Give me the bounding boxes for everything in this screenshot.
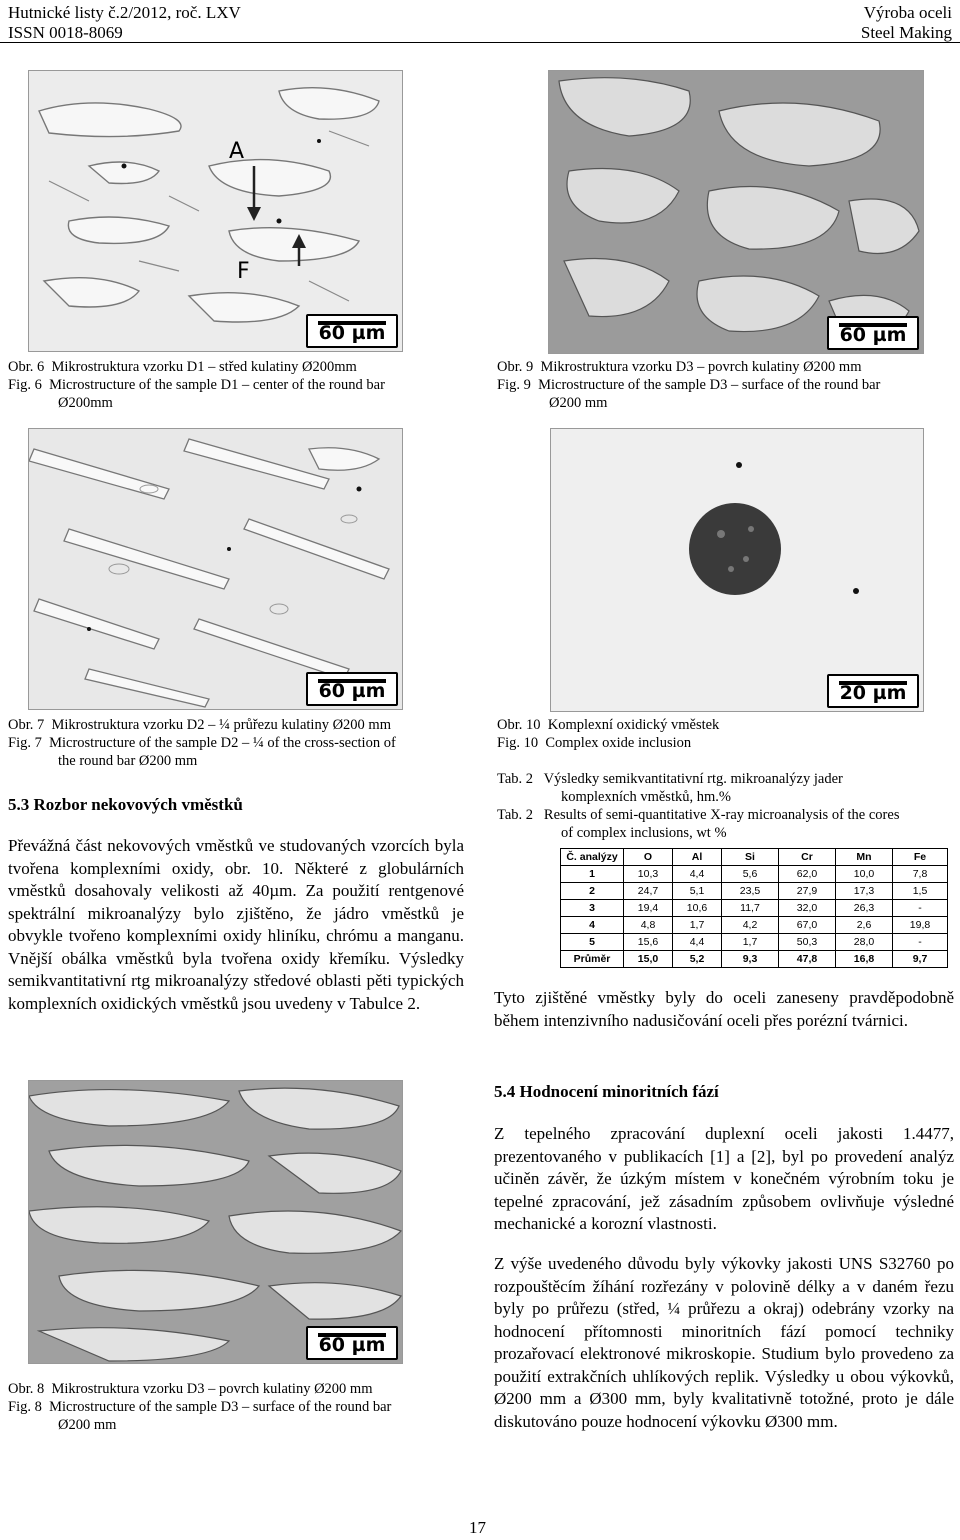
section-5-3-paragraph: Převážná část nekovových vměstků ve studovaných vzorcích byla tvořena komplexními oxidy, obr. 10. Některé z globulárních vměstků dosahovaly velikosti až 40µm. Za použití rentgenové spektrální mikroanalýzy bylo zjištěno, že jádro vměstků je obvykle tvořeno komplexními oxidy hliníku, chrómu a manganu. Vnější obálka vměstků byla tvořena oxidy křemíku. Výsledky semikvantitativní rtg mikroanalýzy středové oblasti pěti typických komplexních oxidických vměstků jsou uvedeny v Tabulce 2. bbox=[8, 836, 464, 1013]
col-header: Al bbox=[673, 849, 722, 866]
table-row: 4 4,8 1,7 4,2 67,0 2,6 19,8 bbox=[561, 917, 948, 934]
col-header: Fe bbox=[893, 849, 948, 866]
table-row: 5 15,6 4,4 1,7 50,3 28,0 - bbox=[561, 934, 948, 951]
figure-10-caption: Obr. 10 Komplexní oxidický vměstek Fig. 10 Complex oxide inclusion bbox=[497, 717, 720, 751]
scale-bar-fig8: 60 µm bbox=[306, 1326, 398, 1360]
figure-6-caption: Obr. 6 Mikrostruktura vzorku D1 – střed kulatiny Ø200mm Fig. 6 Microstructure of the sample D1 – center of the round bar Ø200mm bbox=[8, 359, 385, 411]
scale-bar-fig7: 60 µm bbox=[306, 672, 398, 706]
section-title-cz: Výroba oceli bbox=[863, 3, 952, 22]
section-5-4-paragraph-1: Z tepelného zpracování duplexní oceli jakosti 1.4477, prezentovaného v publikacích [1] a [2], byl po provedení analýz učiněn závěr, že úzkým místem v konečném výrobním toku je tepelné zpracování, jež zásadním způsobem ovlivňuje výsledné mechanické a korozní vlastnosti. bbox=[494, 1124, 954, 1233]
section-5-4-paragraph-2: Z výše uvedeného důvodu byly výkovky jakosti UNS S32760 po rozpouštěcím žíhání rozřezány v polovině délky a v daném řezu byly po průřezu (střed, ¼ průřezu a okraj) odebrány vzorky na hodnocení přítomnosti minoritních fází pomocí techniky prozařovací elektronové mikroskopie. Studium bylo provedeno za použití extrakčních uhlíkových replik. Výsledky u obou výkovků, Ø200 mm a Ø300 mm, byly kvalitativně totožné, proto je dále diskutováno pouze hodnocení výkovku Ø300 mm. bbox=[494, 1254, 954, 1431]
table-row: 2 24,7 5,1 23,5 27,9 17,3 1,5 bbox=[561, 883, 948, 900]
label-f: F bbox=[237, 259, 250, 284]
col-header: O bbox=[624, 849, 673, 866]
table-row: 3 19,4 10,6 11,7 32,0 26,3 - bbox=[561, 900, 948, 917]
section-title-en: Steel Making bbox=[860, 23, 952, 42]
figure-6-micrograph bbox=[28, 70, 403, 352]
table-row: 1 10,3 4,4 5,6 62,0 10,0 7,8 bbox=[561, 866, 948, 883]
col-header: Si bbox=[722, 849, 779, 866]
figure-6-texture bbox=[29, 71, 402, 351]
table-2-caption: Tab. 2 Výsledky semikvantitativní rtg. mikroanalýzy jader komplexních vměstků, hm.% Tab. 2 Results of semi-quantitative X-ray microanalysis of the cores of complex inclusions, wt % bbox=[497, 771, 900, 841]
header-rule bbox=[0, 42, 960, 43]
figure-8-micrograph bbox=[28, 1080, 403, 1364]
col-header: Cr bbox=[779, 849, 836, 866]
page-number: 17 bbox=[469, 1518, 486, 1537]
section-5-4-heading: 5.4 Hodnocení minoritních fází bbox=[494, 1082, 719, 1101]
scale-bar-fig6: 60 µm bbox=[306, 314, 398, 348]
figure-8-texture bbox=[29, 1081, 402, 1363]
section-5-3-heading: 5.3 Rozbor nekovových vměstků bbox=[8, 795, 243, 814]
figure-10-texture bbox=[551, 429, 923, 711]
col-header: Mn bbox=[836, 849, 893, 866]
table-average-row: Průměr 15,0 5,2 9,3 47,8 16,8 9,7 bbox=[561, 951, 948, 968]
figure-10-micrograph bbox=[550, 428, 924, 712]
scale-bar-fig9: 60 µm bbox=[827, 316, 919, 350]
figure-9-micrograph bbox=[548, 70, 924, 354]
figure-9-caption: Obr. 9 Mikrostruktura vzorku D3 – povrch kulatiny Ø200 mm Fig. 9 Microstructure of the sample D3 – surface of the round bar Ø200 mm bbox=[497, 359, 881, 411]
scale-bar-fig10: 20 µm bbox=[827, 674, 919, 708]
right-paragraph-1: Tyto zjištěné vměstky byly do oceli zaneseny pravděpodobně během intenzivního nadusičování oceli přes porézní tvárnici. bbox=[494, 988, 954, 1030]
table-header-row bbox=[561, 849, 948, 866]
table-2 bbox=[560, 848, 948, 968]
figure-8-caption: Obr. 8 Mikrostruktura vzorku D3 – povrch kulatiny Ø200 mm Fig. 8 Microstructure of the sample D3 – surface of the round bar Ø200 mm bbox=[8, 1381, 392, 1433]
figure-7-micrograph bbox=[28, 428, 403, 710]
figure-7-texture bbox=[29, 429, 402, 709]
label-a: A bbox=[229, 139, 245, 164]
figure-7-caption: Obr. 7 Mikrostruktura vzorku D2 – ¼ průřezu kulatiny Ø200 mm Fig. 7 Microstructure of the sample D2 – ¼ of the cross-section of the round bar Ø200 mm bbox=[8, 717, 396, 769]
figure-9-texture bbox=[549, 71, 923, 353]
issn: ISSN 0018-8069 bbox=[8, 23, 123, 42]
col-header: Č. analýzy bbox=[561, 849, 624, 866]
journal-title: Hutnické listy č.2/2012, roč. LXV bbox=[8, 3, 241, 22]
